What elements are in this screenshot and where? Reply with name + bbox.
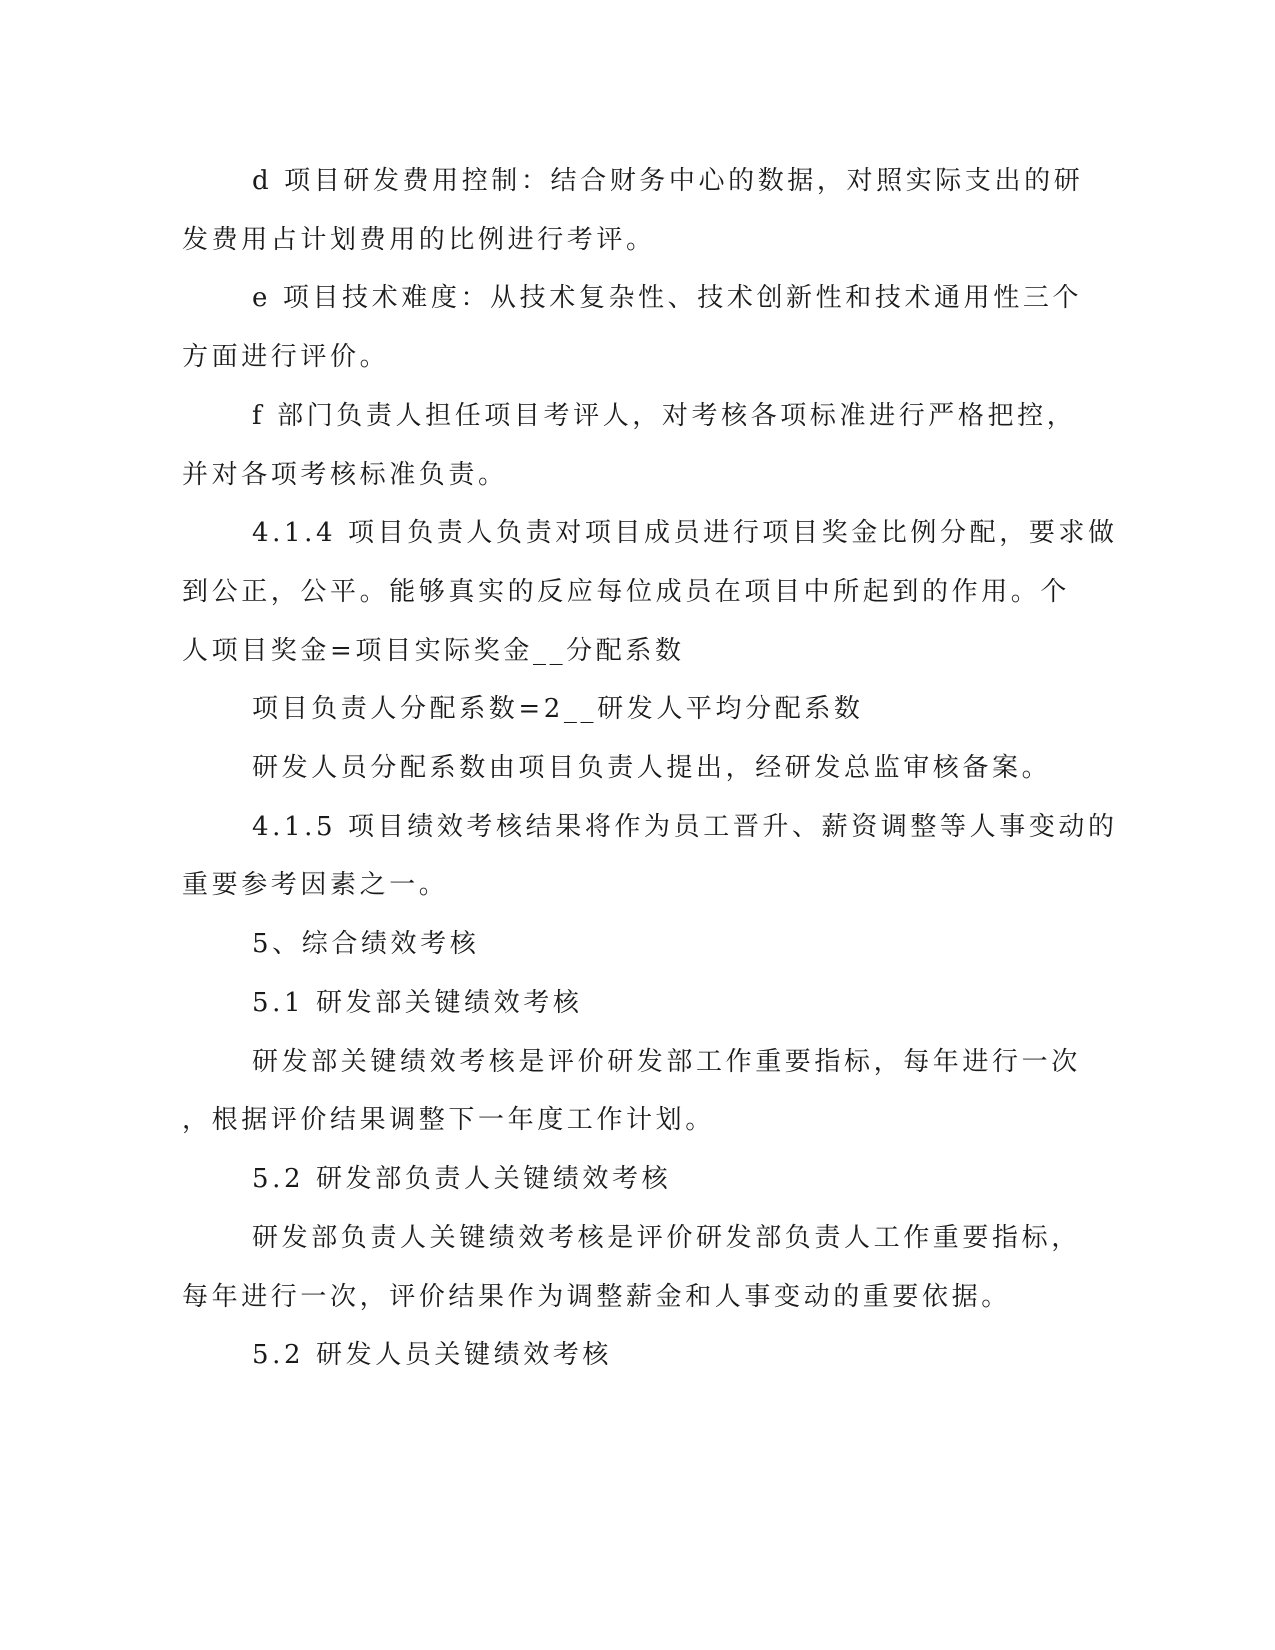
text-line: 到公正，公平。能够真实的反应每位成员在项目中所起到的作用。个	[182, 577, 1071, 607]
text-line: 研发部负责人关键绩效考核是评价研发部负责人工作重要指标，	[252, 1223, 1081, 1253]
text-line: 项目负责人分配系数=2__研发人平均分配系数	[252, 694, 864, 724]
text-line: ，根据评价结果调整下一年度工作计划。	[182, 1105, 715, 1135]
section-heading: 5、综合绩效考核	[252, 929, 480, 959]
text-line: 并对各项考核标准负责。	[182, 460, 508, 490]
subsection-heading: 5.2 研发部负责人关键绩效考核	[252, 1164, 672, 1194]
text-line: f 部门负责人担任项目考评人，对考核各项标准进行严格把控，	[252, 401, 1077, 431]
text-line: d 项目研发费用控制：结合财务中心的数据，对照实际支出的研	[252, 166, 1084, 196]
text-line: 4.1.5 项目绩效考核结果将作为员工晋升、薪资调整等人事变动的	[252, 812, 1118, 842]
text-line: 4.1.4 项目负责人负责对项目成员进行项目奖金比例分配，要求做	[252, 518, 1118, 548]
text-line: 研发人员分配系数由项目负责人提出，经研发总监审核备案。	[252, 753, 1052, 783]
text-line: 重要参考因素之一。	[182, 870, 449, 900]
text-line: 发费用占计划费用的比例进行考评。	[182, 225, 656, 255]
text-line: 方面进行评价。	[182, 342, 390, 372]
subsection-heading: 5.1 研发部关键绩效考核	[252, 988, 583, 1018]
text-line: 研发部关键绩效考核是评价研发部工作重要指标，每年进行一次	[252, 1047, 1081, 1077]
subsection-heading: 5.2 研发人员关键绩效考核	[252, 1340, 613, 1370]
text-line: 每年进行一次，评价结果作为调整薪金和人事变动的重要依据。	[182, 1282, 1011, 1312]
text-line: e 项目技术难度：从技术复杂性、技术创新性和技术通用性三个	[252, 283, 1083, 313]
text-line: 人项目奖金=项目实际奖金__分配系数	[182, 636, 685, 666]
